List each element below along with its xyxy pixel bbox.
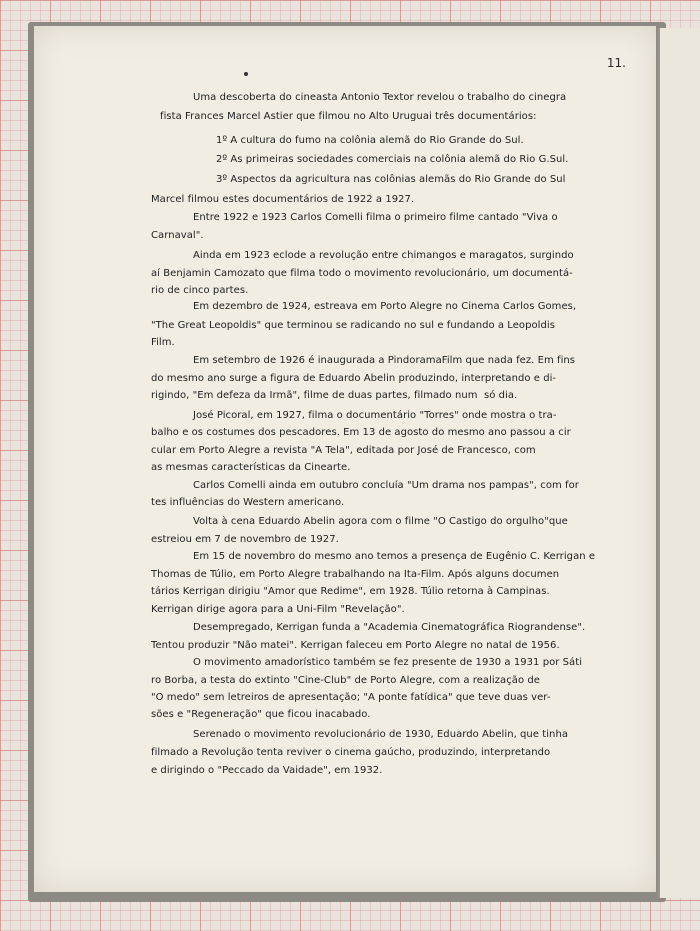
text-line: estreiou em 7 de novembro de 1927.	[151, 534, 339, 545]
text-line: as mesmas características da Cinearte.	[151, 462, 351, 473]
text-line: Kerrigan dirige agora para a Uni-Film "Revelação".	[151, 604, 405, 615]
text-line: "O medo" sem letreiros de apresentação; "A ponte fatídica" que teve duas ver-	[151, 692, 551, 703]
next-page-edge	[658, 28, 700, 898]
text-line: tários Kerrigan dirigiu "Amor que Redime", em 1928. Túlio retorna à Campinas.	[151, 586, 550, 597]
page-number: 11.	[606, 56, 626, 70]
text-line: sões e "Regeneração" que ficou inacabado.	[151, 709, 371, 720]
text-line: Em setembro de 1926 é inaugurada a PindoramaFilm que nada fez. Em fins	[193, 355, 576, 366]
text-line: Thomas de Túlio, em Porto Alegre trabalhando na Ita-Film. Após alguns documen	[151, 569, 560, 580]
text-line: Marcel filmou estes documentários de 1922 a 1927.	[151, 194, 415, 205]
text-line: Ainda em 1923 eclode a revolução entre chimangos e maragatos, surgindo	[193, 250, 574, 261]
text-line: e dirigindo o "Peccado da Vaidade", em 1932.	[151, 765, 383, 776]
text-line: rigindo, "Em defeza da Irmã", filme de duas partes, filmado num só dia.	[151, 390, 518, 401]
text-line: do mesmo ano surge a figura de Eduardo Abelin produzindo, interpretando e di-	[151, 373, 557, 384]
text-line: O movimento amadorístico também se fez presente de 1930 a 1931 por Sáti	[193, 657, 583, 668]
document-page	[34, 26, 656, 892]
text-line: tes influências do Western americano.	[151, 497, 345, 508]
text-line: fista Frances Marcel Astier que filmou no Alto Uruguai três documentários:	[160, 111, 537, 122]
text-line: 2º As primeiras sociedades comerciais na colônia alemã do Rio G.Sul.	[216, 154, 569, 165]
text-line: Em 15 de novembro do mesmo ano temos a presença de Eugênio C. Kerrigan e	[193, 551, 596, 562]
text-line: aí Benjamin Camozato que filma todo o movimento revolucionário, um documentá-	[151, 268, 573, 279]
text-line: 3º Aspectos da agricultura nas colônias alemãs do Rio Grande do Sul	[216, 174, 566, 185]
text-line: rio de cinco partes.	[151, 285, 249, 296]
text-line: "The Great Leopoldis" que terminou se radicando no sul e fundando a Leopoldis	[151, 320, 555, 331]
body-text	[34, 26, 656, 892]
text-line: Em dezembro de 1924, estreava em Porto Alegre no Cinema Carlos Gomes,	[193, 301, 577, 312]
text-line: ro Borba, a testa do extinto "Cine-Club" de Porto Alegre, com a realização de	[151, 675, 540, 686]
text-line: Desempregado, Kerrigan funda a "Academia Cinematográfica Riograndense".	[193, 622, 586, 633]
text-line: filmado a Revolução tenta reviver o cinema gaúcho, produzindo, interpretando	[151, 747, 551, 758]
text-line: José Picoral, em 1927, filma o documentário "Torres" onde mostra o tra-	[193, 410, 557, 421]
text-line: Film.	[151, 337, 175, 348]
text-line: Uma descoberta do cineasta Antonio Textor revelou o trabalho do cinegra	[193, 92, 567, 103]
text-line: Carlos Comelli ainda em outubro concluía "Um drama nos pampas", com for	[193, 480, 579, 491]
text-line: Tentou produzir "Não matei". Kerrigan faleceu em Porto Alegre no natal de 1956.	[151, 640, 560, 651]
text-line: Carnaval".	[151, 230, 204, 241]
text-line: balho e os costumes dos pescadores. Em 13 de agosto do mesmo ano passou a cir	[151, 427, 571, 438]
text-line: Serenado o movimento revolucionário de 1930, Eduardo Abelin, que tinha	[193, 729, 569, 740]
text-line: Volta à cena Eduardo Abelin agora com o filme "O Castigo do orgulho"que	[193, 516, 568, 527]
text-line: cular em Porto Alegre a revista "A Tela", editada por José de Francesco, com	[151, 445, 536, 456]
text-line: Entre 1922 e 1923 Carlos Comelli filma o primeiro filme cantado "Viva o	[193, 212, 558, 223]
text-line: 1º A cultura do fumo na colônia alemã do Rio Grande do Sul.	[216, 135, 524, 146]
